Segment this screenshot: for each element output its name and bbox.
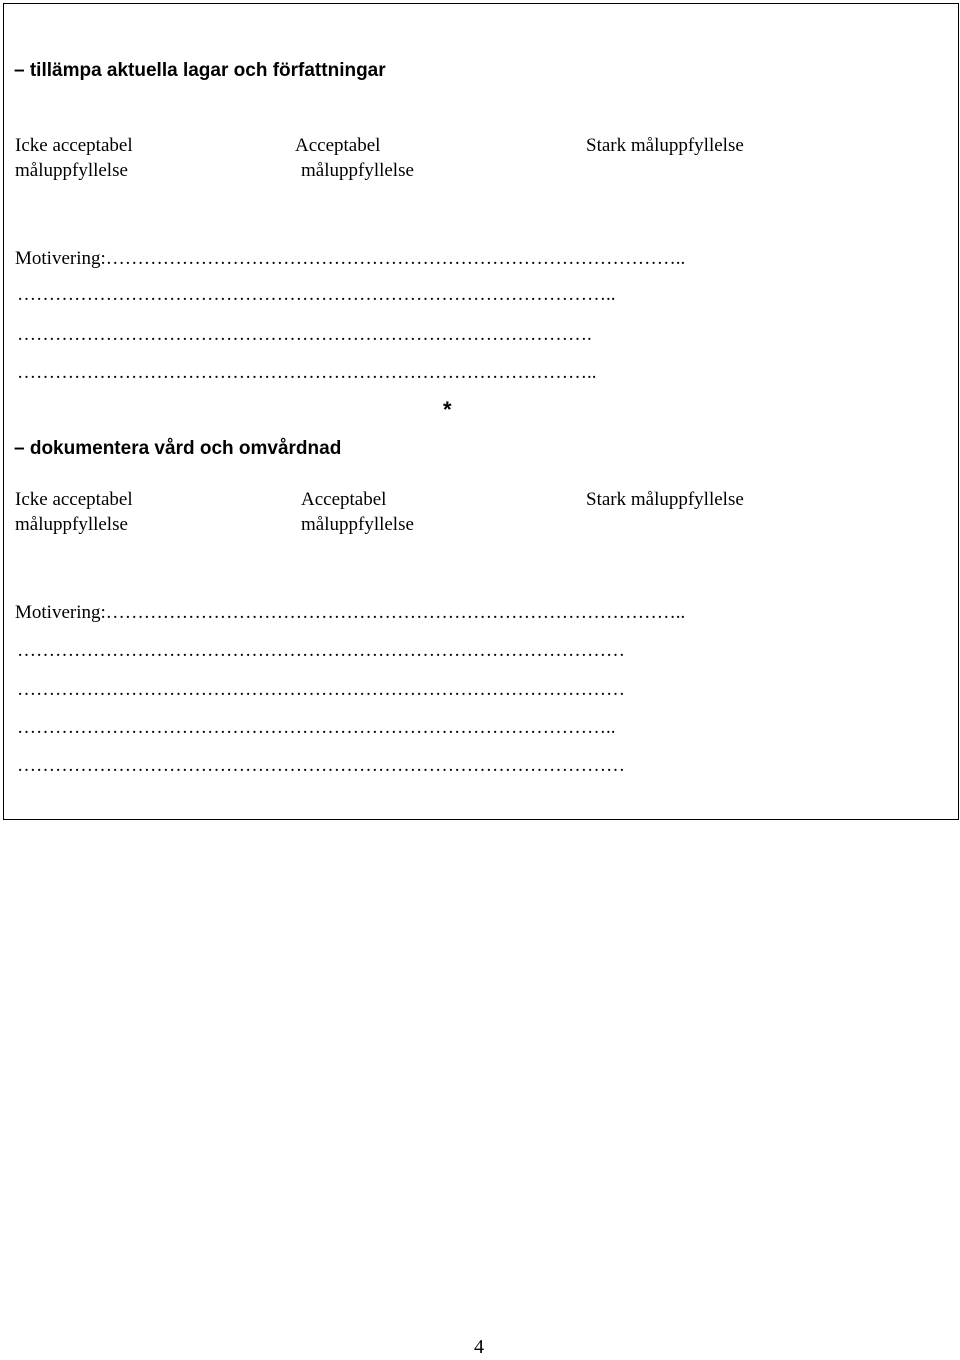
option-acceptable[interactable] [301,487,414,537]
option-label-line1: Stark måluppfyllelse [586,135,744,156]
option-label-line1: Acceptabel [301,489,387,510]
page-number: 4 [474,1336,484,1358]
option-not-acceptable[interactable] [15,133,133,183]
option-acceptable[interactable] [295,133,414,183]
section-heading-laws: – tillämpa aktuella lagar och författningar [14,60,386,81]
motivering-field[interactable] [15,600,685,625]
option-label-line2: måluppfyllelse [15,514,128,535]
dotted-line: ……………………………………………………………………………….. [105,602,686,623]
dotted-line: ………………………………………………………………………………. [17,324,592,345]
option-strong[interactable] [586,487,744,512]
dotted-line: …………………………………………………………………………………… [17,640,625,661]
option-label-line2: måluppfyllelse [15,160,128,181]
dotted-line: ………………………………………………………………………………….. [17,717,616,738]
asterisk-marker: * [443,397,452,422]
motivering-label: Motivering: [15,248,106,269]
dotted-line: ……………………………………………………………………………….. [105,248,686,269]
option-label-line1: Acceptabel [295,135,381,156]
dotted-line: …………………………………………………………………………………… [17,679,625,700]
option-label-line1: Stark måluppfyllelse [586,489,744,510]
dotted-line: ……………………………………………………………………………….. [17,362,597,383]
section-heading-documentation: – dokumentera vård och omvårdnad [14,438,342,459]
option-not-acceptable[interactable] [15,487,133,537]
motivering-field[interactable] [15,246,685,271]
option-label-line2: måluppfyllelse [301,160,414,181]
option-label-line2: måluppfyllelse [301,514,414,535]
dotted-line: …………………………………………………………………………………… [17,755,625,776]
option-strong[interactable] [586,133,744,158]
motivering-label: Motivering: [15,602,106,623]
option-label-line1: Icke acceptabel [15,135,133,156]
dotted-line: ………………………………………………………………………………….. [17,284,616,305]
option-label-line1: Icke acceptabel [15,489,133,510]
